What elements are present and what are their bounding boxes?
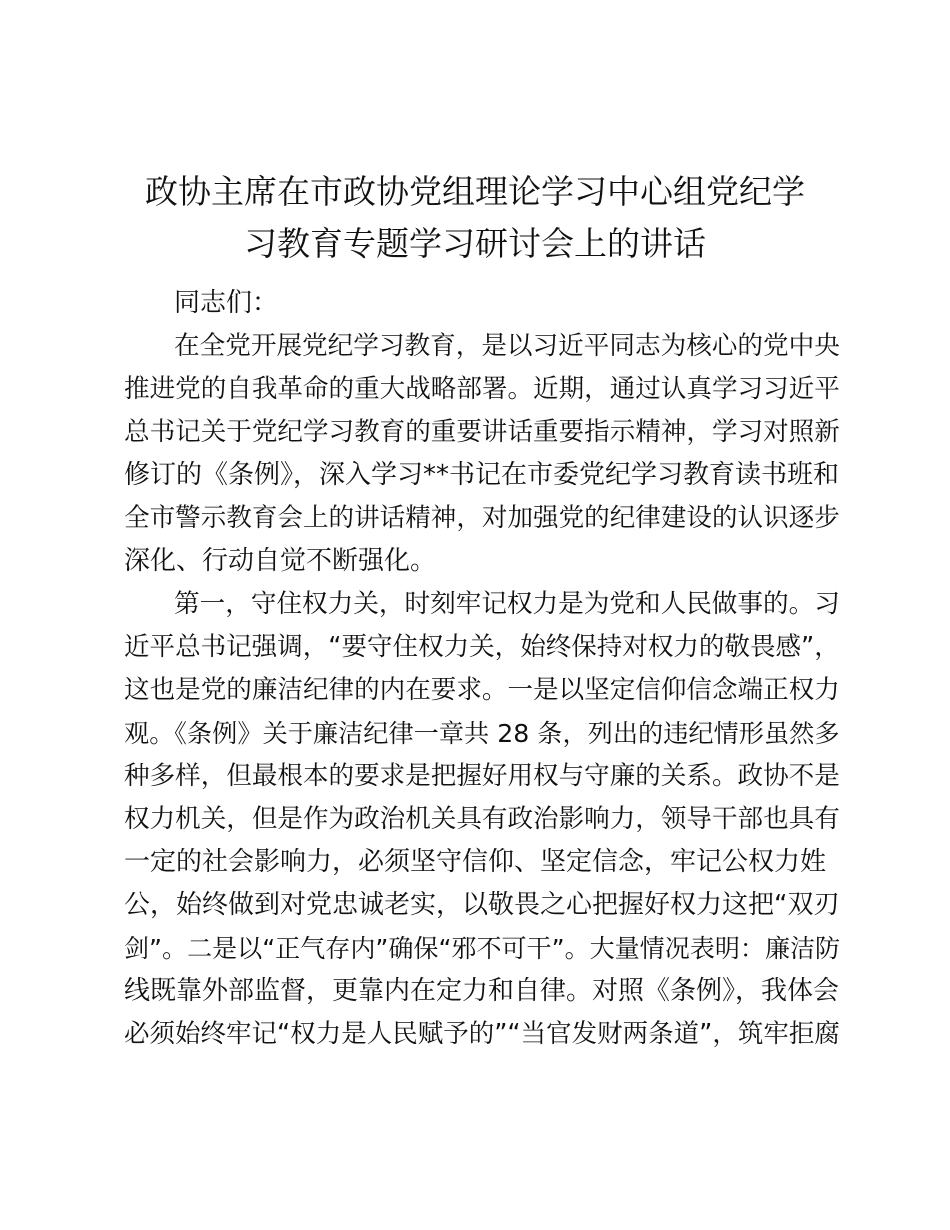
paragraph-2-line-3: 这也是党的廉洁纪律的内在要求。一是以坚定信仰信念端正权力: [124, 675, 840, 705]
paragraph-2-line-1: 第一，守住权力关，时刻牢记权力是为党和人民做事的。习: [174, 589, 840, 619]
paragraph-2-line-9: 剑”。二是以“正气存内”确保“邪不可干”。大量情况表明：廉洁防: [124, 934, 841, 963]
paragraph-1-line-5: 全市警示教育会上的讲话精神，对加强党的纪律建设的认识逐步: [124, 503, 840, 533]
paragraph-2-line-11: 必须始终牢记“权力是人民赋予的”“当官发财两条道”，筑牢拒腐: [124, 1019, 840, 1049]
title-line-1: 政协主席在市政协党组理论学习中心组党纪学: [145, 172, 805, 211]
paragraph-2-line-10: 线既靠外部监督，更靠内在定力和自律。对照《条例》，我体会: [124, 976, 840, 1006]
title-line-2: 习教育专题学习研讨会上的讲话: [244, 224, 706, 263]
salutation: 同志们：: [174, 288, 279, 318]
paragraph-1-line-1: 在全党开展党纪学习教育，是以习近平同志为核心的党中央: [174, 331, 840, 361]
paragraph-2-line-2: 近平总书记强调，“要守住权力关，始终保持对权力的敬畏感”，: [124, 632, 840, 662]
paragraph-2-line-8: 公，始终做到对党忠诚老实，以敬畏之心把握好权力这把“双刃: [124, 890, 840, 920]
paragraph-2-line-4: 观。《条例》关于廉洁纪律一章共 28 条，列出的违纪情形虽然多: [124, 719, 840, 748]
paragraph-1-line-6: 深化、行动自觉不断强化。: [124, 546, 437, 576]
document-body: [124, 282, 840, 1056]
paragraph-2-line-7: 一定的社会影响力，必须坚守信仰、坚定信念，牢记公权力姓: [124, 847, 827, 877]
document-title: [110, 166, 840, 270]
paragraph-1-line-4: 修订的《条例》，深入学习**书记在市委党纪学习教育读书班和: [124, 460, 840, 490]
paragraph-2-line-5: 种多样，但最根本的要求是把握好用权与守廉的关系。政协不是: [124, 761, 840, 791]
paragraph-2-line-6: 权力机关，但是作为政治机关具有政治影响力，领导干部也具有: [124, 804, 840, 834]
paragraph-1-line-3: 总书记关于党纪学习教育的重要讲话重要指示精神，学习对照新: [124, 417, 840, 447]
paragraph-1-line-2: 推进党的自我革命的重大战略部署。近期，通过认真学习习近平: [124, 374, 840, 404]
